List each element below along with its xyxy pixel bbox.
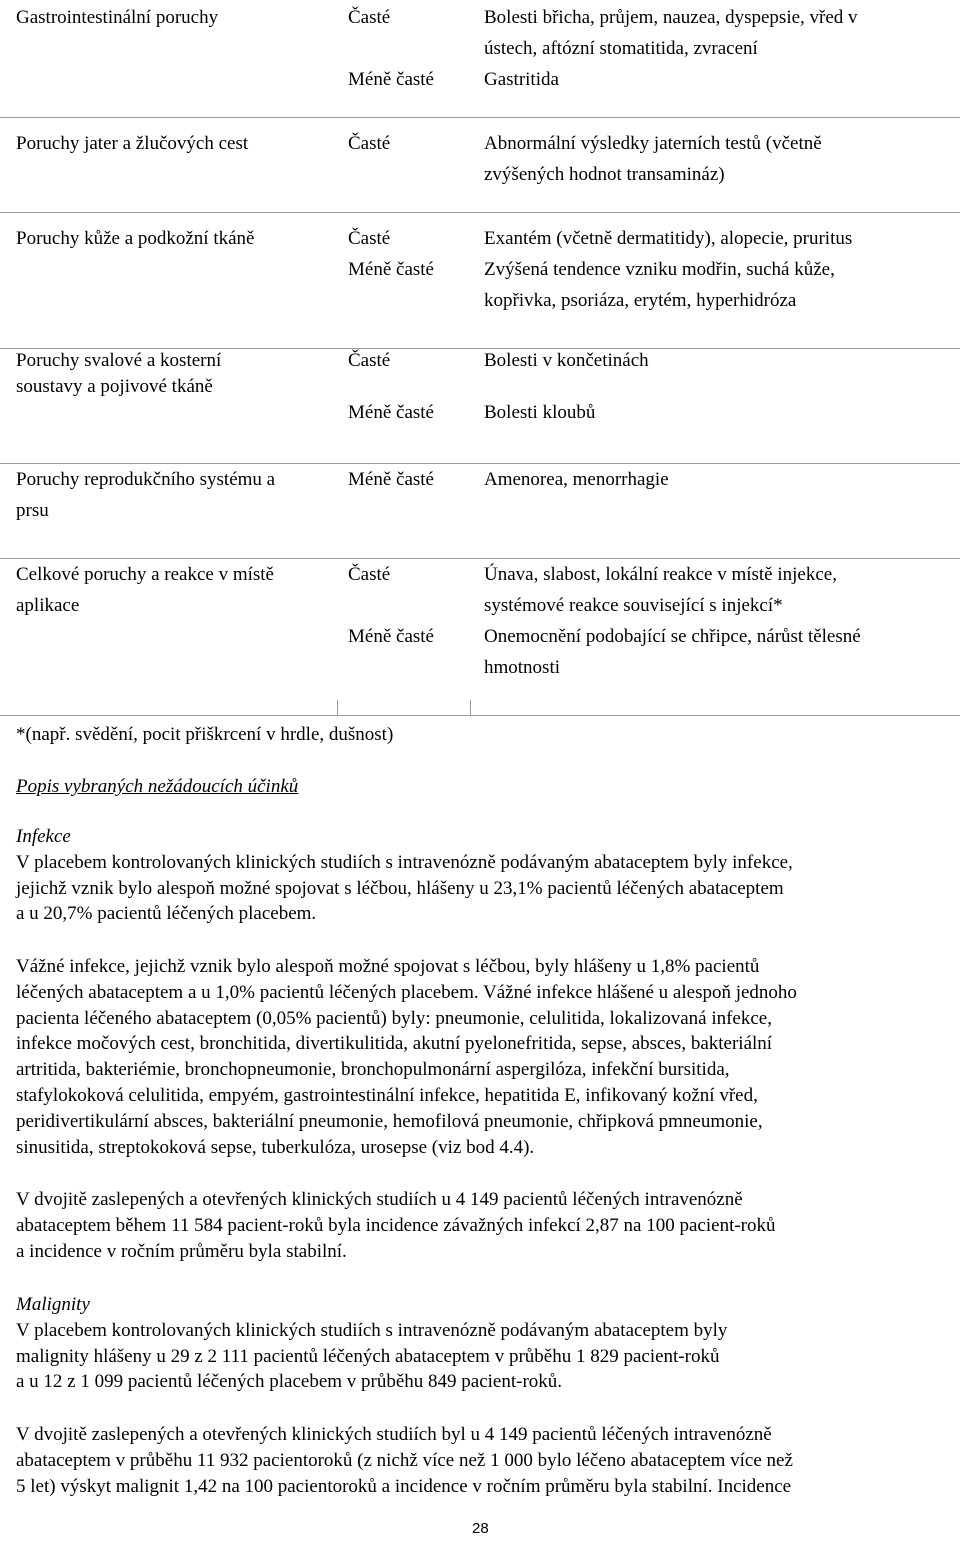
- table-row: [0, 557, 960, 716]
- paragraph: [16, 1187, 951, 1264]
- frequency-line: Méně časté: [348, 626, 434, 647]
- frequency-line: Méně časté: [348, 402, 434, 423]
- effects-cell: [484, 2, 954, 95]
- effects-line: kopřivka, psoriáza, erytém, hyperhidróza: [484, 290, 797, 311]
- page-number: 28: [472, 1520, 489, 1537]
- frequency-line: Méně časté: [348, 259, 434, 280]
- frequency-line: Časté: [348, 350, 391, 371]
- category-line: soustavy a pojivové tkáně: [16, 376, 213, 397]
- table-row: [0, 346, 960, 464]
- effects-line: zvýšených hodnot transamináz): [484, 164, 725, 185]
- frequency-line: Časté: [348, 7, 391, 28]
- effects-cell: [484, 128, 954, 190]
- effects-line: Bolesti kloubů: [484, 402, 596, 423]
- category-line: Poruchy kůže a podkožní tkáně: [16, 228, 255, 249]
- frequency-line: Časté: [348, 564, 391, 585]
- effects-cell: [484, 223, 954, 316]
- frequency-line: Méně časté: [348, 69, 434, 90]
- paragraph-line: infekce močových cest, bronchitida, divertikulitida, akutní pyelonefritida, sepse, absces, bakteriální: [16, 1033, 773, 1055]
- frequency-line: Časté: [348, 133, 391, 154]
- paragraph: [16, 1422, 951, 1499]
- table-footnote: *(např. svědění, pocit přiškrcení v hrdle, dušnost): [16, 724, 394, 745]
- category-line: Celkové poruchy a reakce v místě: [16, 564, 274, 585]
- paragraph-line: a u 12 z 1 099 pacientů léčených placebem v průběhu 849 pacient-roků.: [16, 1371, 563, 1393]
- frequency-line: Časté: [348, 228, 391, 249]
- effects-line: Gastritida: [484, 69, 559, 90]
- category-line: aplikace: [16, 595, 80, 616]
- frequency-cell: [348, 223, 478, 285]
- paragraph-line: abataceptem během 11 584 pacient-roků byla incidence závažných infekcí 2,87 na 100 pacient-roků: [16, 1214, 776, 1236]
- effects-line: systémové reakce související s injekcí*: [484, 595, 783, 616]
- effects-line: Únava, slabost, lokální reakce v místě injekce,: [484, 564, 837, 585]
- category-line: prsu: [16, 500, 49, 521]
- frequency-cell: [348, 128, 478, 159]
- category-cell: [16, 559, 336, 621]
- category-cell: [16, 223, 336, 254]
- paragraph-line: a u 20,7% pacientů léčených placebem.: [16, 903, 317, 925]
- effects-line: Onemocnění podobající se chřipce, nárůst tělesné: [484, 626, 861, 647]
- effects-line: Abnormální výsledky jaterních testů (včetně: [484, 133, 822, 154]
- category-cell: [16, 464, 336, 526]
- paragraph-line: stafylokoková celulitida, empyém, gastrointestinální infekce, hepatitida E, infikovaný kožní vřed,: [16, 1084, 758, 1106]
- table-row: [0, 0, 960, 118]
- paragraph-line: sinusitida, streptokoková sepse, tuberkulóza, urosepse (viz bod 4.4).: [16, 1136, 535, 1158]
- table-row: [0, 462, 960, 559]
- paragraph-line: Vážné infekce, jejichž vznik bylo alespoň možné spojovat s léčbou, byly hlášeny u 1,8% pacientů: [16, 956, 760, 977]
- paragraph-line: malignity hlášeny u 29 z 2 111 pacientů léčených abataceptem v průběhu 1 829 pacient-roků: [16, 1345, 720, 1367]
- effects-line: [484, 374, 954, 400]
- category-cell: [16, 2, 336, 33]
- paragraph-line: jejichž vznik bylo alespoň možné spojovat s léčbou, hlášeny u 23,1% pacientů léčených abataceptem: [16, 877, 784, 899]
- frequency-line: [348, 590, 478, 621]
- effects-cell: [484, 348, 954, 426]
- paragraph-line: 5 let) výskyt malignit 1,42 na 100 pacientoroků a incidence v ročním průměru byla stabilní. Incidence: [16, 1475, 792, 1497]
- table-divider: [470, 700, 471, 716]
- paragraph-line: pacienta léčeného abataceptem (0,05% pacientů) byly: pneumonie, celulitida, lokalizovaná infekce,: [16, 1007, 772, 1029]
- category-line: Gastrointestinální poruchy: [16, 7, 219, 28]
- frequency-line: [348, 33, 478, 64]
- effects-line: Zvýšená tendence vzniku modřin, suchá kůže,: [484, 259, 835, 280]
- paragraph-line: artritida, bakteriémie, bronchopneumonie, bronchopulmonární aspergilóza, infekční bursitida,: [16, 1059, 730, 1081]
- frequency-cell: [348, 559, 478, 652]
- effects-line: Bolesti břicha, průjem, nauzea, dyspepsie, vřed v: [484, 7, 858, 28]
- table-row: [0, 221, 960, 349]
- effects-cell: [484, 559, 954, 683]
- section-heading: Popis vybraných nežádoucích účinků: [16, 776, 299, 797]
- paragraph-line: V dvojitě zaslepených a otevřených klinických studiích u 4 149 pacientů léčených intravenózně: [16, 1189, 743, 1210]
- subsection-heading: Infekce: [16, 826, 71, 847]
- paragraph-line: léčených abataceptem a u 1,0% pacientů léčených placebem. Vážné infekce hlášené u alespoň jednoho: [16, 981, 797, 1003]
- frequency-line: Méně časté: [348, 469, 434, 490]
- frequency-cell: [348, 2, 478, 95]
- paragraph-line: peridivertikulární absces, bakteriální pneumonie, hemofilová pneumonie, chřipková pmneumonie,: [16, 1110, 763, 1132]
- effects-line: Amenorea, menorrhagie: [484, 469, 669, 490]
- frequency-line: [348, 374, 478, 400]
- category-line: Poruchy jater a žlučových cest: [16, 133, 249, 154]
- category-cell: [16, 128, 336, 159]
- category-cell: [16, 348, 336, 400]
- effects-line: ústech, aftózní stomatitida, zvracení: [484, 38, 758, 59]
- effects-line: Bolesti v končetinách: [484, 350, 649, 371]
- category-line: Poruchy reprodukčního systému a: [16, 469, 276, 490]
- effects-line: Exantém (včetně dermatitidy), alopecie, pruritus: [484, 228, 853, 249]
- infekce-section: [16, 824, 951, 927]
- table-divider: [337, 700, 338, 716]
- category-line: Poruchy svalové a kosterní: [16, 350, 222, 371]
- paragraph-line: abataceptem v průběhu 11 932 pacientoroků (z nichž více než 1 000 bylo léčeno abataceptem více než: [16, 1449, 793, 1471]
- paragraph-line: a incidence v ročním průměru byla stabilní.: [16, 1240, 347, 1262]
- paragraph-line: V dvojitě zaslepených a otevřených klinických studiích byl u 4 149 pacientů léčených intravenózně: [16, 1424, 772, 1445]
- effects-line: hmotnosti: [484, 657, 561, 678]
- subsection-heading: Malignity: [16, 1294, 90, 1315]
- frequency-cell: [348, 464, 478, 495]
- paragraph-line: V placebem kontrolovaných klinických studiích s intravenózně podávaným abataceptem byly infekce,: [16, 851, 793, 873]
- paragraph-line: V placebem kontrolovaných klinických studiích s intravenózně podávaným abataceptem byly: [16, 1319, 728, 1341]
- paragraph: [16, 954, 951, 1160]
- frequency-cell: [348, 348, 478, 426]
- malignity-section: [16, 1292, 951, 1395]
- table-row: [0, 126, 960, 213]
- effects-cell: [484, 464, 954, 495]
